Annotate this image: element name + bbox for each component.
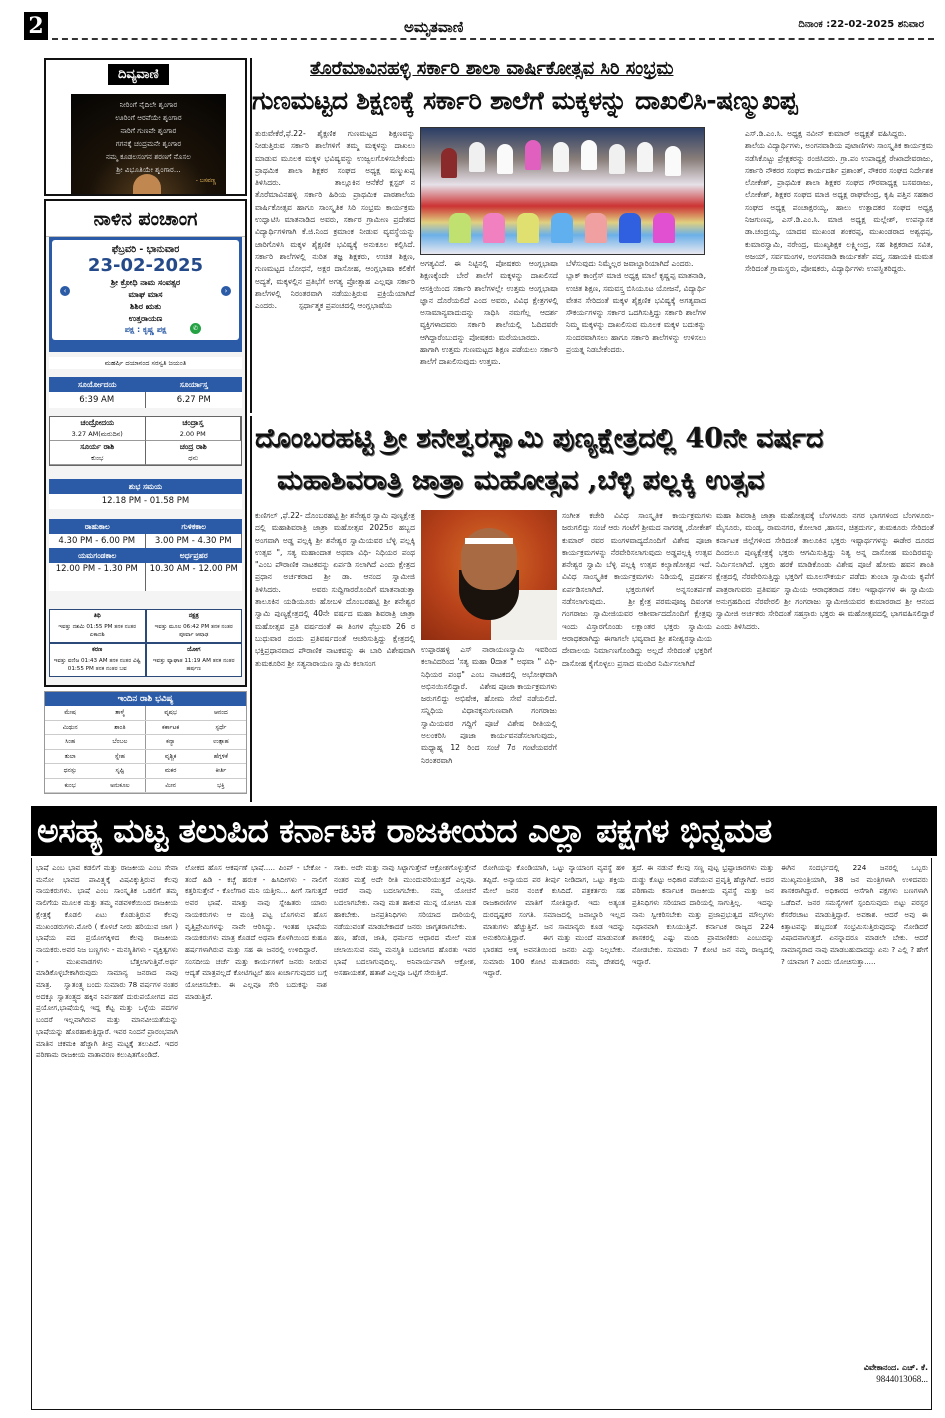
article1-headline: ಗುಣಮಟ್ಟದ ಶಿಕ್ಷಣಕ್ಕೆ ಸರ್ಕಾರಿ ಶಾಲೆಗೆ ಮಕ್ಕಳನ್ನು ದಾಖಲಿಸಿ-ಷಣ್ಮುಖಪ್ಪ [252,86,798,115]
chevron-right-icon[interactable]: › [221,286,231,296]
rashi-prediction: ಸ್ನೇಹ [95,750,145,764]
rashi-bhavishya-table [44,691,247,794]
article2-headline-line2: ಮಹಾಶಿವರಾತ್ರಿ ಜಾತ್ರಾ ಮಹೋತ್ಸವ ,ಬೆಳ್ಳಿ ಪಲ್ಲಕ್ಕಿ ಉತ್ಸವ [277,465,765,496]
nakshatra-label: ನಕ್ಷತ್ರ [188,612,199,619]
gulikakala-time: 3.00 PM - 4.30 PM [146,534,243,548]
ayana: ಉತ್ತರಾಯಣ [128,314,163,323]
yamaganda-time: 12.00 PM - 1.30 PM [49,563,146,591]
rashi-row [45,706,246,721]
rashi-row [45,735,246,750]
kala-timings [49,519,242,591]
masthead-divider [52,38,934,40]
article2-col4: ಮಹಾ ಶಿವರಾತ್ರಿ ಜಾತ್ರಾ ಮಹೋತ್ಸವಕ್ಕೆ ಬೆಂಗಳೂರು ನಗರ ಭಾಗಗಳಿಂದ ಬೆಂಗಳೂರು-ಮೈಸೂರು, ಮಂಡ್ಯ, ರಾಮನಗರ, ಕೋಲಾರ ,ಹಾಸನ, ಚಿತ್ರದುರ್ಗ, ತುಮಕೂರು ಸೇರಿದಂತೆ ಕರ್ನಾಟಕ ಜಿಲ್ಲೆಗಳಿಂದ ಸೇರಿದಂತೆ ತಾಲೂಕಿನ ಭಕ್ತರು ಇಷ್ಟಾರ್ಥಗಳನ್ನು ಈಡೇರ ದೂರದ ದಿಂದಲೂ ಪುಣ್ಯಕ್ಷೇತ್ರಕ್ಕೆ ಭಕ್ತರು ಆಗಮಿಸುತ್ತಿದ್ದು ನಿತ್ಯ ಅನ್ನ ದಾಸೋಹ ಮಂದಿರವನ್ನು ನಿರ್ಮಿಸಲಾಗಿದೆ. ಭಕ್ತರು ಹರಕೆ ಮಾಡಿಕೊಂಡು ವಿಶೇಷ ಪೂಜೆ ಹೋಮ ಹವನ ಶಾಂತಿ ಕ್ಷೇತ್ರದಲ್ಲಿ ನೆರವೇರಿಸುತ್ತಿದ್ದು ಭಕ್ತರಿಗೆ ಮೂಲಸೌಕರ್ಯ ಪಡೆದು ತುಂಬಾ ಸ್ವಾಮಿಯ ಕೃಪೆಗೆ ಪಾತ್ರರಾಗುವರು ಪ್ರತಿವರ್ಷ ಸ್ವಾಮಿಯ ಆರಾಧಕರಾದ ಸಕಲ ಇಷ್ಟಾರ್ಥಗಳ ಈ ಸ್ವಾಮಿಯ ಅನುಗ್ರಹದಿಂದ ನೆರವೇರಲಿ ಶ್ರೀ ಗಂಗರಾಜು ಸ್ವಾಮೀಜಿಯವರ ಕುಮಾರರಾದ ಶ್ರೀ ಆನಂದ ಸ್ವಾಮೀಜಿ ಅರ್ಚಕರು ಸೇರಿದಂತೆ ಸಹಸ್ರಾರು ಭಕ್ತರು ಈ ಮಹೋತ್ಸವದಲ್ಲಿ ಭಾಗವಹಿಸಲಿದ್ದಾರೆ ಎಂದು ತಿಳಿಸಿದರು. [716,511,934,631]
divyavani-title: ದಿವ್ಯವಾಣಿ [108,64,169,85]
article1-col1: ತುರುವೇಕೆರೆ,ಫೆ.22- ಶೈಕ್ಷಣಿಕ ಗುಣಮಟ್ಟದ ಶಿಕ್ಷಣವನ್ನು ನೀಡುತ್ತಿರುವ ಸರ್ಕಾರಿ ಶಾಲೆಗಳಿಗೆ ತಮ್ಮ ಮಕ್ಕಳನ್ನು ದಾಖಲು ಮಾಡುವ ಮೂಲಕ ಮಕ್ಕಳ ಭವಿಷ್ಯವನ್ನು ಉಜ್ವಲಗೊಳಿಸಬೇಕೆಂದು ಪ್ರಾಥಮಿಕ ಶಾಲಾ ಶಿಕ್ಷಕರ ಸಂಘದ ಅಧ್ಯಕ್ಷ ಷಣ್ಮುಖಪ್ಪ ತಿಳಿಸಿದರು. ತಾಲ್ಲೂಕಿನ ಆನೆಕೆರೆ ಕ್ಲಸ್ಟರ್ ನ ತೊರೆಮಾವಿನಹಳ್ಳಿ ಸರ್ಕಾರಿ ಹಿರಿಯ ಪ್ರಾಥಮಿಕ ಪಾಠಶಾಲೆಯ ವಾರ್ಷಿಕೋತ್ಸವ ಹಾಗೂ ಸಾಂಸ್ಕೃತಿಕ ಸಿರಿ ಸಂಭ್ರಮ ಕಾರ್ಯಕ್ರಮ ಉದ್ಘಾಟಿಸಿ ಮಾತನಾಡಿದ ಅವರು, ಸರ್ಕಾರ ಗ್ರಾಮೀಣ ಪ್ರದೇಶದ ವಿದ್ಯಾರ್ಥಿಗಳಿಗಾಗಿ ಕೆ.ಜಿ.ನಿಂದ ಕ್ರಮಾಂಕ ನೀಡುವ ವ್ಯವಸ್ಥೆಯನ್ನು ಜಾರಿಗೊಳಿಸಿ ಮಕ್ಕಳ ಶೈಕ್ಷಣಿಕ ಭವಿಷ್ಯಕ್ಕೆ ಅನುಕೂಲ ಕಲ್ಪಿಸಿದೆ. ಸರ್ಕಾರಿ ಶಾಲೆಗಳಲ್ಲಿ ನುರಿತ ತಜ್ಞ ಶಿಕ್ಷಕರು, ಉಚಿತ ಶಿಕ್ಷಣ, ಗುಣಮಟ್ಟದ ಬೋಧನೆ, ಅಕ್ಷರ ದಾಸೋಹ, ಆಂಗ್ಲಭಾಷಾ ಕಲಿಕೆಗೆ ಅದ್ಯತೆ, ಮಕ್ಕಳಲ್ಲಿನ ಪ್ರತಿಭೆಗೆ ಅಗತ್ಯ ಪ್ರೋತ್ಸಾಹ ಎಲ್ಲವೂ ಸರ್ಕಾರಿ ಶಾಲೆಗಳಲ್ಲಿ ನಿರಂತರವಾಗಿ ನಡೆಯುತ್ತಿರುವ ಪ್ರಕ್ರಿಯೆಯಾಗಿದೆ ಎಂದರು. ಸ್ಪರ್ಧಾತ್ಮಕ ಪ್ರಪಂಚದಲ್ಲಿ ಆಂಗ್ಲಭಾಷೆಯ [255,129,415,311]
quote-line: ನಾರಿಗೆ ಗುಣವೇ ಶೃಂಗಾರ [120,126,177,135]
article2-headline [255,418,823,502]
moonset-time: 2.00 PM [179,430,206,438]
tithi-grid [49,609,242,677]
quote-line: ಶ್ರೀ ವಿಭೂತಿಯೇ ಶೃಂಗಾರ... [116,165,181,174]
moonset-label: ಚಂದ್ರಾಸ್ತ [182,418,204,427]
rashi-row [45,779,246,794]
article1-col4: ಎಸ್.ಡಿ.ಎಂ.ಸಿ. ಅಧ್ಯಕ್ಷ ನವೀನ್ ಕುಮಾರ್ ಅಧ್ಯಕ್ಷತೆ ವಹಿಸಿದ್ದರು. ಶಾಲೆಯ ವಿದ್ಯಾರ್ಥಿಗಳು, ಅಂಗನವಾಡಿಯ ಪುಟಾಣಿಗಳು ಸಾಂಸ್ಕೃತಿಕ ಕಾರ್ಯಕ್ರಮ ನಡೆಸಿಕೊಟ್ಟು ಪ್ರೇಕ್ಷಕರನ್ನು ರಂಜಿಸಿದರು. ಗ್ರಾ.ಪಂ ಉಪಾಧ್ಯಕ್ಷೆ ರೇಖಾದೇವರಾಜು, ಸರ್ಕಾರಿ ನೌಕರರ ಸಂಘದ ಕಾರ್ಯದರ್ಶಿ ಪ್ರಶಾಂತ್, ನೌಕರರ ಸಂಘದ ನಿರ್ದೇಶಕ ಲೋಕೇಶ್, ಪ್ರಾಥಮಿಕ ಶಾಲಾ ಶಿಕ್ಷಕರ ಸಂಘದ ಗೌರವಾಧ್ಯಕ್ಷ ಬಸವರಾಜು, ಲೋಕೇಶ್, ಶಿಕ್ಷಕರ ಸಂಘದ ಮಾಜಿ ಅಧ್ಯಕ್ಷ ರಾಘವೇಂದ್ರ, ಕೃಷಿ ಪತ್ತಿನ ಸಹಕಾರ ಸಂಘದ ಅಧ್ಯಕ್ಷ ಪಂಚಾಕ್ಷರಯ್ಯ, ಹಾಲು ಉತ್ಪಾದಕರ ಸಂಘದ ಅಧ್ಯಕ್ಷ ನಿಜಗುಣಪ್ಪ, ಎಸ್.ಡಿ.ಎಂ.ಸಿ. ಮಾಜಿ ಅಧ್ಯಕ್ಷ ಮಲ್ಲೇಶ್, ಉಪನ್ಯಾಸಕ ಡಾ.ಚಂದ್ರಯ್ಯ, ಯಾದವ ಮುಖಂಡ ಶಂಕರಪ್ಪ, ಮುಖಂಡರಾದ ಅಶ್ವಥಪ್ಪ, ಕುಮಾರಸ್ವಾಮಿ, ನರೇಂದ್ರ, ಮುಖ್ಯಶಿಕ್ಷಕ ಲಕ್ಷ್ಮೀಂದ್ರ, ಸಹ ಶಿಕ್ಷಕರಾದ ಸವಿತ, ಅಜಯ್, ಸರ್ವಮಂಗಳ, ಅಂಗನವಾಡಿ ಕಾರ್ಯಕರ್ತೆ ಪದ್ಮ, ಸಹಾಯಕಿ ಮಮತ ಸೇರಿದಂತೆ ಗ್ರಾಮಸ್ಥರು, ಪೋಷಕರು, ವಿದ್ಯಾರ್ಥಿಗಳು ಉಪಸ್ಥಿತರಿದ್ದರು. [745,129,933,274]
surya-rashi: ಕುಂಭ [91,454,104,462]
poet-portrait [133,174,161,194]
article2-col3: ಸಂಗೀತ ಕಚೇರಿ ವಿವಿಧ ಸಾಂಸ್ಕೃತಿಕ ಕಾರ್ಯಕ್ರಮಗಳು ಜರುಗಲಿದ್ದು ಸಂಜೆ ಆರು ಗಂಟೆಗೆ ಶ್ರೀಮದ ನಾಗರತ್ನ ,ರೋಕೇಶ್ ಕುಮಾರ್ ರವರ ಮಂಗಳವಾದ್ಯದೊಂದಿಗೆ ವಿಶೇಷ ಪೂಜಾ ಕಾರ್ಯಕ್ರಮಗಳನ್ನು ನೆರವೇರಿಸಲಾಗುವುದು ಅಡ್ಡಪಲ್ಲಕ್ಕಿ ಉತ್ಸವ ಶನೇಶ್ವರ ಸ್ವಾಮಿ ಬೆಳ್ಳಿ ಪಲ್ಲಕ್ಕಿ ಉತ್ಸವ ಕಲ್ಯಾಣೋತ್ಸವ ಇದೆ. ವಿವಿಧ ಸಾಂಸ್ಕೃತಿಕ ಕಾರ್ಯಕ್ರಮಗಳು ನಿಡಿಯಲ್ಲಿ ಪ್ರದರ್ಶನ ಏರ್ಪಡಿಸಲಾಗಿದೆ. ಭಕ್ತರುಗಳಿಗೆ ಅನ್ನಸಂತರ್ಪಣೆ ನಡೆಸಲಾಗುವುದು. ಶ್ರೀ ಕ್ಷೇತ್ರ ಪರಮಪೂಜ್ಯ ದಿವಂಗತ ಗಂಗರಾಜು ಸ್ವಾಮೀಜಿಯವರ ಆಶೀರ್ವಾದದೊಂದಿಗೆ ಕ್ಷೇತ್ರವು ಇಂದು ವಿಸ್ತಾರಗೊಂಡು ಲಕ್ಷಾಂತರ ಭಕ್ತರು ಸ್ವಾಮಿಯ ಆರಾಧಕರಾಗಿದ್ದು ಈಗಾಗಲೇ ಭವ್ಯವಾದ ಶ್ರೀ ಶನೀಶ್ವರಸ್ವಾಮಿಯ ದೇವಾಲಯ ನಿರ್ಮಾಣಗೊಂಡಿದ್ದು ಅಲ್ಲದೆ ಸೇರಿದಂತೆ ಭಕ್ತರಿಗೆ ದಾಸೋಹ ಕೈಗೊಳ್ಳಲು ಪ್ರಸಾದ ಮಂದಿರ ನಿರ್ಮಿಸಲಾಗಿದೆ [562,511,712,668]
quote-line: ಊರಿಂಗೆ ಆರವೆಯೇ ಶೃಂಗಾರ [115,113,182,122]
sunrise-label: ಸೂರ್ಯೋದಯ [49,377,146,392]
rashi-prediction: ತಾಳ್ಮೆ [95,706,145,720]
page-number: 2 [24,12,48,40]
sidebar [44,58,247,794]
school-event-photo [420,127,705,255]
whatsapp-icon[interactable]: ✆ [190,323,201,334]
article3-headline: ಅಸಹ್ಯ ಮಟ್ಟ ತಲುಪಿದ ಕರ್ನಾಟಕ ರಾಜಕೀಯದ ಎಲ್ಲಾ ಪಕ್ಷಗಳ ಭಿನ್ನಮತ [31,806,937,856]
article3-col3: ಸಾಕು. ಅದೇ ಮತ್ತು ನಾವು ಸಿಟ್ಟಾಗುತ್ತೇವೆ ಆಕ್ರೋಶಗೊಳ್ಳುತ್ತೇವೆ ನಂತರ ಮತ್ತೆ ಅದೇ ರೀತಿ ಮುಂದುವರಿಯುತ್ತದೆ ಎಲ್ಲವೂ. ಆದರೆ ನಾವು ಬದಲಾಗಬೇಕು. ನಮ್ಮ ಯೋಚನೆ ಬದಲಾಗಬೇಕು. ನಾವು ಮತ ಹಾಕುವ ಮುನ್ನ ಯೋಚಿಸಿ ಮತ ಹಾಕಬೇಕು. ಜನಪ್ರತಿನಿಧಿಗಳು ಸರಿಯಾದ ದಾರಿಯಲ್ಲಿ ನಡೆಯುವಂತೆ ಮಾಡಬೇಕಾದರೆ ಜನರು ಜಾಗೃತರಾಗಬೇಕು. ಹಣ, ಹೆಂಡ, ಜಾತಿ, ಧರ್ಮದ ಆಧಾರದ ಮೇಲೆ ಮತ ಚಲಾಯಿಸುವ ನಮ್ಮ ಮನಸ್ಥಿತಿ ಬದಲಾಗದ ಹೊರತು ಇವರ ಭಾಷೆ ಬದಲಾಗುವುದಿಲ್ಲ. ಅನಿವಾರ್ಯವಾಗಿ ಆಕ್ರೋಶ, ಅಸಹಾಯಕತೆ, ಹತಾಶೆ ಎಲ್ಲವೂ ಒಟ್ಟಿಗೆ ಸೇರುತ್ತಿದೆ. [334,863,476,978]
chevron-left-icon[interactable]: ‹ [60,286,70,296]
nakshatra-value: ಇವತ್ತು ಮೂಲ 06:42 PM ತನಕ ನಂತರ ಪೂರ್ವಾ ಆಷಾಢ [154,624,233,638]
yamaganda-label: ಯಮಗಂಡಕಾಲ [49,548,146,563]
vachana-quote-image [71,94,226,194]
rashi-prediction: ಶಾಂತಿ [95,721,145,735]
panchanga-date-card [49,237,242,352]
sunrise-time: 6:39 AM [49,392,146,408]
article3-col5: ತ್ತದೆ. ಈ ನಡುವೆ ಕೆಲವು ಸಣ್ಣ ಪುಟ್ಟ ಭ್ರಷ್ಟಾಚಾರಗಳು ಮತ್ತು ದುಡ್ಡು ಕೊಟ್ಟು ಅಧಿಕಾರ ಪಡೆಯುವ ಪ್ರವೃತ್ತಿ ಹೆಚ್ಚಾಗಿದೆ. ಅದರ ಪರಿಣಾಮ ಕರ್ನಾಟಕ ರಾಜಕೀಯ ವ್ಯವಸ್ಥೆ ಮತ್ತು ಜನ ಪ್ರತಿನಿಧಿಗಳು ಸರಿಯಾದ ದಾರಿಯಲ್ಲಿ ಸಾಗುತ್ತಿಲ್ಲ. ಇದನ್ನು ನಾನು ಸ್ವೀಕರಿಸಬೇಕು ಮತ್ತು ಪ್ರಜಾಪ್ರಭುತ್ವದ ಮೌಲ್ಯಗಳು ನಿಧಾನವಾಗಿ ಕುಸಿಯುತ್ತಿವೆ. ಕರ್ನಾಟಕ ರಾಜ್ಯದ 224 ಶಾಸಕರಲ್ಲಿ ಎಷ್ಟು ಮಂದಿ ಪ್ರಾಮಾಣಿಕರು ಎಂಬುದನ್ನು ನೋಡಬೇಕು. ಸುಮಾರು 7 ಕೋಟಿ ಜನ ನಮ್ಮ ರಾಜ್ಯದಲ್ಲಿ ಇದ್ದಾರೆ. [632,863,774,966]
rashi-title: ಇಂದಿನ ರಾಶಿ ಭವಿಷ್ಯ [45,692,246,706]
quote-line: ಗಗನಕ್ಕೆ ಚಂದ್ರಮನೇ ಶೃಂಗಾರ [115,139,182,148]
rashi-sign: ವೃಷಭ [164,709,177,716]
swamiji-photo [421,510,557,640]
author-phone: 9844013068... [876,1373,928,1384]
article2-col1: ಕುಣಿಗಲ್ ,ಫೆ.22- ದೊಂಬರಹಟ್ಟಿ ಶ್ರೀ ಶನೇಶ್ವರ ಸ್ವಾಮಿ ಪುಣ್ಯಕ್ಷೇತ್ರ ದಲ್ಲಿ ಮಹಾಶಿವರಾತ್ರಿ ಜಾತ್ರಾ ಮಹೋತ್ಸವ 2025ರ ಹಬ್ಬದ ಅಂಗವಾಗಿ ಅಡ್ಡ ಪಲ್ಲಕ್ಕಿ ಶ್ರೀ ಶನೇಶ್ವರ ಸ್ವಾಮಿಯವರ ಬೆಳ್ಳಿ ಪಲ್ಲಕ್ಕಿ ಉತ್ಸವ ", ಸತ್ಯ ಮಹಾಂದಾತ ಅಥವಾ ವಿಧಿ- ನಿಧಿಯರ ಪಂಥ "ಎಂಬ ಪೌರಾಣಿಕ ನಾಟಕವನ್ನು ಏರ್ಪಡಿ ಸಲಾಗಿದೆ ಎಂದು ಕ್ಷೇತ್ರದ ಪ್ರಧಾನ ಅರ್ಚಕರಾದ ಶ್ರೀ ಡಾ. ಆನಂದ ಸ್ವಾಮೀಜಿ ತಿಳಿಸಿದರು. ಅವರು ಸುದ್ದಿಗಾರರೊಂದಿಗೆ ಮಾತನಾಡುತ್ತಾ ತಾಲೂಕಿನ ಯಡಿಯೂರು ಹೋಬಳಿ ದೊಂಬರಹಟ್ಟಿ ಶ್ರೀ ಶನೇಶ್ವರ ಸ್ವಾಮಿ ಪುಣ್ಯಕ್ಷೇತ್ರದಲ್ಲಿ 40ನೇ ವರ್ಷದ ಮಹಾ ಶಿವರಾತ್ರಿ ಜಾತ್ರಾ ಮಹೋತ್ಸವ ಪ್ರತಿ ವರ್ಷದಂತೆ ಈ ತಿಂಗಳ ಫೆಬ್ರುವರಿ 26 ರ ಬುಧುವಾರ ದಂದು ಪ್ರತಿವರ್ಷದಂತೆ ಆಚರಿಸುತ್ತಿದ್ದು ಕ್ಷೇತ್ರದಲ್ಲಿ ಭಕ್ತಿಪ್ರಧಾನವಾದ ಪೌರಾಣಿಕ ನಾಟಕವನ್ನು ಈ ಬಾರಿ ವಿಶೇಷವಾಗಿ ತುಮಕೂರಿನ ಶ್ರೀ ಸತ್ಯನಾರಾಯಣ ಸ್ವಾಮಿ ಕಲಾಸಂಗ [255,511,415,668]
rashi-prediction: ಭಕ್ತಿ [217,781,225,789]
sunset-label: ಸೂರ್ಯಾಸ್ತ [146,377,243,392]
chandra-rashi-label: ಚಂದ್ರ ರಾಶಿ [179,442,207,451]
chandra-rashi: ಧನು [188,454,199,462]
rashi-sign: ಸಿಂಹ [65,738,76,745]
karana-value: ಇವತ್ತು ವಣಿಜ 01:43 AM ತನಕ ನಂತರ ವಿಷ್ಟಿ 01:55 PM ತನಕ ನಂತರ ಬವ [53,658,141,672]
rashi-sign: ಮಿಥುನ [62,723,78,731]
panchanga-date: 23-02-2025 [87,255,204,276]
tithi-label: ತಿಥಿ [93,612,101,619]
rahukala-label: ರಾಹುಕಾಲ [49,519,146,534]
quote-line: ನೀರಿಂಗೆ ನೈದಿಲೇ ಶೃಂಗಾರ [119,100,178,109]
rashi-prediction: ಕೀರ್ತಿ [215,767,227,774]
quote-author: - ಬಸವಣ್ಣ [195,177,216,184]
article3-col4: ರೋಗಿಯನ್ನು ಕೊಂಡಿಯಾಗಿ, ಒಟ್ಟು ನ್ಯಾಯಾಂಗ ವ್ಯವಸ್ಥೆ ಹಳಿ ತಪ್ಪಿದೆ. ಅನ್ಯಾಯದ ಪರ ತೀರ್ಪು ನೀಡಿದಾಗ, ಒಟ್ಟು ಶಕ್ತಿಯ ಮೇಲೆ ಜನರ ನಂಬಿಕೆ ಕುಸಿದಿದೆ. ಪತ್ರಕರ್ತರು ಸಹ ರಾಜಕಾರಣಿಗಳ ಮಾತಿಗೆ ಸೋತಿದ್ದಾರೆ. ಇದು ಅತ್ಯಂತ ದುರದೃಷ್ಟಕರ ಸಂಗತಿ. ಸಮಾಜದಲ್ಲಿ ಜವಾಬ್ದಾರಿ ಇಲ್ಲದ ಮಾತುಗಳು ಹೆಚ್ಚುತ್ತಿವೆ. ಜನ ಸಾಮಾನ್ಯರು ಕೂಡ ಇದನ್ನು ಅನುಕರಿಸುತ್ತಿದ್ದಾರೆ. ಈಗ ಮತ್ತು ಮುಂದೆ ಮಾಡುವಂತೆ ಭಾರತದ ಆತ್ಮ ಅವನತಿಯಿಂದ ಜನರು ಎದ್ದು ನಿಲ್ಲಬೇಕು. ಸುಮಾರು 100 ಕೋಟಿ ಮತದಾರರು ನಮ್ಮ ದೇಶದಲ್ಲಿ ಇದ್ದಾರೆ. [483,863,625,978]
yoga-value: ಇವತ್ತು ವ್ಯಾಘಾತ 11:19 AM ತನಕ ನಂತರ ಹರ್ಷಣ [152,658,235,672]
article3-col6-wrap [781,862,928,1406]
panchanga-title: ನಾಳಿನ ಪಂಚಾಂಗ [46,201,245,237]
author-name: ವಿವೇಕಾನಂದ. ಎಚ್. ಕೆ. [863,1363,928,1372]
paper-name: ಅಮೃತವಾಣಿ [404,18,464,36]
tithi-value: ಇವತ್ತು ದಶಮಿ 01:55 PM ತನಕ ನಂತರ ಏಕಾದಶಿ [58,624,137,638]
samvatsara: ಶ್ರೀ ಕ್ರೋಧಿ ನಾಮ ಸಂವತ್ಸರ [110,278,181,287]
masa: ಮಾಘ ಮಾಸ [128,290,163,299]
rashi-row [45,764,246,779]
article2-headline-line1: ದೊಂಬರಹಟ್ಟಿ ಶ್ರೀ ಶನೇಶ್ವರಸ್ವಾಮಿ ಪುಣ್ಯಕ್ಷೇತ್ರದಲ್ಲಿ 40ನೇ ವರ್ಷದ [255,423,824,454]
rashi-row [45,750,246,765]
rashi-sign: ತುಲಾ [64,752,76,760]
karana-label: ಕರಣ [92,646,103,653]
shubha-time: 12.18 PM - 01.58 PM [49,494,242,509]
issue-date: ದಿನಾಂಕ :22-02-2025 ಶನಿವಾರ [798,19,924,30]
paksha: ಪಕ್ಷ : ಕೃಷ್ಣ ಪಕ್ಷ [124,325,167,334]
article3-col1: ಭಾಷೆ ಎಂಬ ಭಾವ ಕಡಲಿಗೆ ಮತ್ತು ರಾಜಕೀಯ ಎಂಬ ಸೇವಾ ಮನೋ ಭಾವದ ಪಾವಿತ್ರ್ಯಕ್ಕೆ ವಿಷವಿಕ್ಕುತ್ತಿರುವ ಕೆಲವು ನಾಯಕರುಗಳು. ಭಾಷೆ ಎಂಬ ಸಾಂಸ್ಕೃತಿಕ ಒಡಲಿಗೆ ತಮ್ಮ ನಾಲಿಗೆಯ ಮೂಲಕ ಮತ್ತು ತಮ್ಮ ನಡವಳಿಕೆಯಿಂದ ರಾಜಕೀಯ ಕ್ಷೇತ್ರಕ್ಕೆ ಕೊಡಲಿ ಏಟು ಕೊಡುತ್ತಿರುವ ಕೆಲವು ಮುಖಂಡರುಗಳು.ಮೋರಿ ( ಕೊಳಚೆ ನೀರು ಹರಿಯುವ ಜಾಗ ) ಭಾಷೆಯ ಪದ ಪ್ರಯೋಗಕ್ಕಿಳಿದ ಕೆಲವು ರಾಜಕೀಯ ನಾಯಕರು.ಅವರ ನಿಜ ಬಣ್ಣಗಳು - ಮನಸ್ಥಿತಿಗಳು - ವ್ಯಕ್ತಿತ್ವಗಳು - ಮುಖವಾಡಗಳು ಬೆತ್ತಲಾಗುತ್ತಿವೆ.ಅರ್ಥ ಮಾಡಿಕೊಳ್ಳಬೇಕಾಗಿರುವುದು ಸಾಮಾನ್ಯ ಜನರಾದ ನಾವು ಮಾತ್ರ. ಸ್ವಾತಂತ್ರ್ಯ ಬಂದು ಸುಮಾರು 78 ವರ್ಷಗಳ ನಂತರ ಅದಕ್ಕೂ ಸ್ವಾತಂತ್ರ್ಯದ ಹಕ್ಕಿನ ನಿರ್ವಹಣೆ ದುರುಪಯೋಗದ ಪದ ಪ್ರಯೋಗ,ಭಾಷೆಯಲ್ಲಿ ಇದ್ದ ಕೆಟ್ಟ ಮತ್ತು ಒಳ್ಳೆಯ ಪದಗಳ ಬಂದರೆ ಇಲ್ಲವಾಗಿರುವ ಮತ್ತು ಮಾನವೀಯತೆಯನ್ನು ಭಾಷೆಯನ್ನು ಹೊರಹಾಕುತ್ತಿದ್ದಾರೆ. ಇವರ ನಿಂದನೆ ಪ್ರಾರಂಭವಾಗಿ ಮಾತಿನ ಚಕಮಕಿ ಹೆಚ್ಚಾಗಿ ತೀವ್ರ ಮಟ್ಟಕ್ಕೆ ತಲುಪಿದೆ. ಇದರ ಪರಿಣಾಮ ರಾಜಕೀಯ ವಾತಾವರಣ ಕಲುಷಿತಗೊಂಡಿದೆ. [36,863,178,1060]
article1-kicker: ತೊರೆಮಾವಿನಹಳ್ಳಿ ಸರ್ಕಾರಿ ಶಾಲಾ ವಾರ್ಷಿಕೋತ್ಸವ ಸಿರಿ ಸಂಭ್ರಮ [310,58,674,79]
article3-col6: ಈಗಿನ ಸಂದರ್ಭದಲ್ಲಿ 224 ಜನರಲ್ಲಿ ಒಬ್ಬರು ಮುಖ್ಯಮಂತ್ರಿಯಾಗಿ, 38 ಜನ ಮಂತ್ರಿಗಳಾಗಿ ಉಳಿದವರು ಶಾಸಕರಾಗಿದ್ದಾರೆ. ಅಧಿಕಾರದ ಆಸೆಗಾಗಿ ಪಕ್ಷಗಳು ಬಣಗಳಾಗಿ ಒಡೆದಿವೆ. ಜನರ ಸಮಸ್ಯೆಗಳಿಗೆ ಸ್ಪಂದಿಸುವುದು ಬಿಟ್ಟು ಪರಸ್ಪರ ಕೆಸರೆರಚಾಟ ಮಾಡುತ್ತಿದ್ದಾರೆ. ಅವಕಾಶ. ಆದರೆ ಅವು ಈ ಕಿತ್ತಾಟವನ್ನು ಹಬ್ಬದಂತೆ ಸಂಭ್ರಮಿಸುತ್ತಿರುವುದನ್ನು ನೋಡಿದರೆ ವಿಷಾದವಾಗುತ್ತದೆ. ಏನನ್ನಾದರೂ ಮಾಡಲೇ ಬೇಕು. ಆದರೆ ಸಾಮಾನ್ಯರಾದ ನಾವು ಮಾಡಬಹುದಾದದ್ದು ಏನು ? ಎಲ್ಲಿ ? ಹೇಗೆ ? ಯಾವಾಗ ? ಎಂದು ಯೋಚಿಸುತ್ತಾ..... [781,863,928,966]
ardhaprahara-time: 10.30 AM - 12.00 PM [146,563,243,591]
ardhaprahara-label: ಅರ್ಧಪ್ರಹರ [146,548,243,563]
moon-rashi-grid [49,416,242,466]
gulikakala-label: ಗುಳಿಕಕಾಲ [146,519,243,534]
shubha-samaya [49,479,242,509]
sunset-time: 6.27 PM [146,392,243,408]
rashi-prediction: ಹೆಗ್ಗಳಿಕೆ [213,752,228,760]
rashi-row [45,721,246,736]
rashi-sign: ಮಕರ [164,767,177,774]
panchanga-box [44,199,247,687]
quote-line: ನಮ್ಮ ಕೂಡಲಸಂಗನ ಶರಣಗೆ ನೊಸಲ [106,152,191,161]
article1-col3: ಬೆಳೆಸುವುದು ನಿಮ್ಮೆಲ್ಲರ ಜವಾಬ್ದಾರಿಯಾಗಿದೆ ಎಂದರು. ಬ್ಲಾಕ್ ಕಾಂಗ್ರೆಸ್ ಮಾಜಿ ಅಧ್ಯಕ್ಷ ಮಾಲೆ ಕೃಷ್ಣಪ್ಪ ಮಾತನಾಡಿ, ಉಚಿತ ಶಿಕ್ಷಣ, ಸಮವಸ್ತ್ರ ಬಿಸಿಯೂಟ ಯೋಜನೆ, ವಿದ್ಯಾರ್ಥಿ ವೇತನ ಸೇರಿದಂತೆ ಮಕ್ಕಳ ಶೈಕ್ಷಣಿಕ ಭವಿಷ್ಯಕ್ಕೆ ಅಗತ್ಯವಾದ ಸೌಕರ್ಯಗಳನ್ನು ಸರ್ಕಾರ ಒದಗಿಸುತ್ತಿದ್ದು ಸರ್ಕಾರಿ ಶಾಲೆಗಳ ನಿಮ್ಮ ಮಕ್ಕಳನ್ನು ದಾಖಲಿಸುವ ಮೂಲಕ ಮಕ್ಕಳ ಬದುಕನ್ನು ಸುಂದರವಾಗಿಸಲು ಹಾಗೂ ಸರ್ಕಾರಿ ಶಾಲೆಗಳನ್ನು ಉಳಿಸಲು ಪ್ರಯತ್ನ ನಿಡಬೇಕೆಂದರು. [566,259,706,355]
rashi-sign: ಧನಸ್ಸು [63,767,77,774]
rashi-prediction: ಆನಂದ [213,709,228,716]
rahukala-time: 4.30 PM - 6.00 PM [49,534,146,548]
festival-of-day: ಮಹರ್ಷಿ ದಯಾನಂದ ಸರಸ್ವತಿ ಜಯಂತಿ [49,357,242,369]
rashi-sign: ಕನ್ಯಾ [166,738,176,745]
shubha-label: ಶುಭ ಸಮಯ [49,479,242,494]
divyavani-box [44,58,247,196]
rashi-prediction: ಸ್ಪರ್ಧೆ [215,723,227,731]
month-weekday: ಫೆಬ್ರವರಿ - ಭಾನುವಾರ [111,244,180,255]
article3-col2: ಲೋಕದ ಹೊಸ ಆಕರ್ಷಣೆ ಭಾಷೆ..... ಪಿಂಪ್ - ಬೇಕೋ - ತಂದೆ ಹಿಡಿ - ಕಚ್ಚೆ ಹರುಕ - ಹಿಸಿದೀಗಳು - ನಾಲಿಗೆ ಕತ್ತರಿಸುತ್ತೇನೆ - ಕೊಲೆಗಾರ ಮನಿ ಯತ್ತೀನಿ... ಹೀಗೆ ಸಾಗುತ್ತದೆ ಅವರ ಭಾಷೆ. ಮಾತ್ತು ನಾವು ಸ್ನೇಹಿತರು ಯಾರು ನಾಯಕರುಗಳು ಆ ಮಂತ್ರಿ ಪಟ್ಟ ಬೊಗಳುವ ಹೊಸ ವೃತ್ತಿಪ್ರೇಮಿಗಳನ್ನು ನಾವೇ ಆರಿಸಿದ್ದು. ಇಂತಹ ಭಾಷೆಯ ನಾಯಕರುಗಳು ಮಾತ್ರ ಕೊಡದೆ ಅಥವಾ ಕೊಳಗಿಯಿಂದ ಕುಹೂ ಹರ್ಷಗಳಾಗಿರುವ ಮತ್ತು ಸಹ ಈ ಜನರಲ್ಲಿ ಉಳಿದಿದ್ದಾರೆ. ಸಂಸದೀಯ ಚರ್ಚೆ ಮತ್ತು ಕಾರ್ಯಗಳಿಗೆ ಜನರು ನೀಡುವ ಆದ್ಯತೆ ಮಾತ್ರವಲ್ಲದೆ ಕೋಟಿಗಟ್ಟಲೆ ಹಣ ಖರ್ಚಾಗುವುದರ ಬಗ್ಗೆ ಯೋಚಿಸಬೇಕು. ಈ ಎಲ್ಲವೂ ಸೇರಿ ಬದುಕನ್ನು ನಾಶ ಮಾಡುತ್ತಿವೆ. [185,863,327,1001]
moonrise-label: ಚಂದ್ರೋದಯ [80,418,115,427]
rashi-sign: ಕುಂಭ [64,781,76,789]
ritu: ಶಿಶಿರ ಋತು [129,302,162,311]
rashi-prediction: ಬೆಂಬಲ [95,735,145,749]
rashi-prediction: ಅನುಕೂಲ [95,779,145,793]
sun-timings [49,377,242,408]
rashi-sign: ಮೇಷ [64,709,76,716]
rashi-sign: ಕರ್ಕಾಟಕ [162,723,180,731]
surya-rashi-label: ಸೂರ್ಯ ರಾಶಿ [80,442,115,451]
article2-col2: ಉಪ್ಪಾರಹಳ್ಳಿ ಎಸ್ ನಾರಾಯಣಸ್ವಾಮಿ ಇವರಿಂದ ಕಲಾವಿದರಿಂದ 'ಸತ್ಯ ಮಹಾ 0ದಾತ " ಅಥವಾ " ವಿಧಿ- ನಿಧಿಯರ ಪಂಥ" ಎಂಬ ನಾಟಕದಲ್ಲಿ ಅಭೋಘವಾಗಿ ಅಭಿನಯಿಸಲಿದ್ದಾರೆ. ವಿಶೇಷ ಪೂಜಾ ಕಾರ್ಯಕ್ರಮಗಳು ಜರುಗಲಿದ್ದು ಅಭಿಷೇಕ, ಹೋಮ ಸೇವೆ ನಡೆಯಲಿದೆ. ಸನ್ನಿಧಿಯ ವಿಧಾನಕ್ಕನುಗುಣವಾಗಿ ಗಂಗರಾಜು ಸ್ವಾಮಿಯವರ ಗದ್ದಿಗೆ ಪೂಜೆ ವಿಶೇಷ ರೀತಿಯಲ್ಲಿ ಅಲಂಕರಿಸಿ ಪೂಜಾ ಕಾರ್ಯವನಡೆಸಲಾಗುವುದು, ಮಧ್ಯಾಹ್ನ 12 ರಿಂದ ಸಂಜೆ 7ರ ಗಂಟೆಯವರೆಗೆ ನಿರಂತರವಾಗಿ [421,645,557,765]
yoga-label: ಯೋಗ [186,646,201,653]
rashi-prediction: ಸೃಷ್ಟಿ [95,764,145,778]
masthead [24,12,934,42]
article1-col2: ಅಗತ್ಯವಿದೆ. ಈ ನಿಟ್ಟಿನಲ್ಲಿ ಪೋಷಕರು ಆಂಗ್ಲಭಾಷಾ ಶಿಕ್ಷಣಕ್ಕೆಂದೇ ಬೇರೆ ಶಾಲೆಗೆ ಮಕ್ಕಳನ್ನು ದಾಖಲಿಸದೆ ಆಸಕ್ತಿಯಿಂದ ಸರ್ಕಾರಿ ಶಾಲೆಗಳಲ್ಲೇ ಉತ್ತಮ ಆಂಗ್ಲಭಾಷಾ ಜ್ಞಾನ ದೊರೆಯಲಿದೆ ಎಂದ ಅವರು, ವಿವಿಧ ಕ್ಷೇತ್ರಗಳಲ್ಲಿ ಅಸಾಮಾನ್ಯವಾದುದನ್ನು ಸಾಧಿಸಿ ನಮಗೆಲ್ಲ ಆದರ್ಶ ವ್ಯಕ್ತಿಗಳಾದವರು ಸರ್ಕಾರಿ ಶಾಲೆಯಲ್ಲಿ ಓದಿದವರೇ ಆಗಿದ್ದಾರೆಂಬುದನ್ನು ಪೋಷಕರು ಮರೆಯಬಾರದು. ಹಾಗಾಗಿ ಉತ್ತಮ ಗುಣಮಟ್ಟದ ಶಿಕ್ಷಣ ಪಡೆಯಲು ಸರ್ಕಾರಿ ಶಾಲೆಗೆ ದಾಖಲಿಸುವುದು ಉತ್ತಮ. [420,259,558,367]
rashi-sign: ವೃಶ್ಚಿಕ [164,752,177,760]
column-rule [250,416,252,802]
rashi-sign: ಮೀನ [165,781,177,789]
rashi-prediction: ಉತ್ಸಾಹ [213,738,229,745]
moonrise-time: 3.27 AM(ಮರುದಿನ) [71,430,123,438]
